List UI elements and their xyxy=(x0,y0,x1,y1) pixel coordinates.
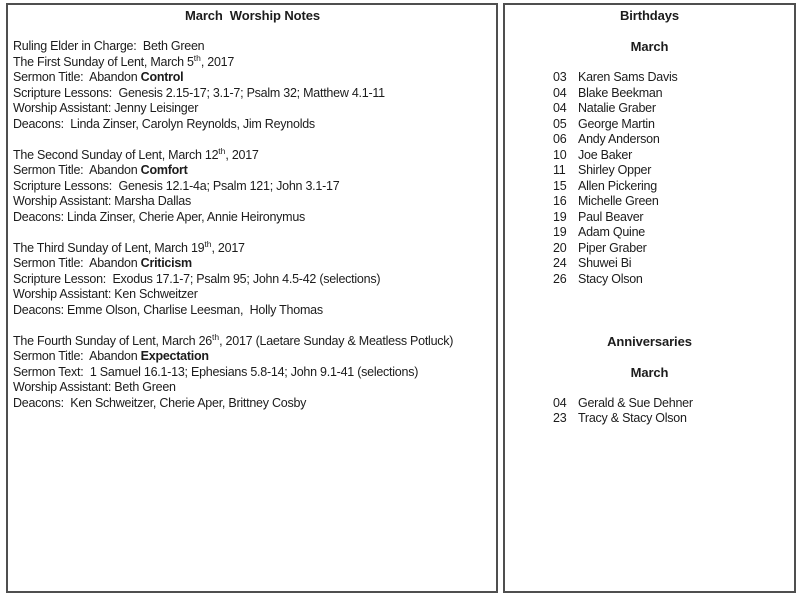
birthday-name: Joe Baker xyxy=(578,147,633,162)
anniversaries-month-heading: March xyxy=(630,364,669,380)
blank-line xyxy=(13,318,492,334)
birthday-row xyxy=(505,225,794,241)
birthday-day: 06 xyxy=(553,132,567,146)
birthday-row xyxy=(505,70,794,86)
blank-line xyxy=(505,24,794,40)
service-4-assistant-line: Worship Assistant: Beth Green xyxy=(13,380,176,394)
birthday-row xyxy=(505,210,794,226)
service-2-date-line xyxy=(13,148,492,164)
sermon-title-label: Sermon Title: Abandon xyxy=(13,70,141,84)
birthday-row xyxy=(505,132,794,148)
service-3-assistant-line: Worship Assistant: Ken Schweitzer xyxy=(13,287,198,301)
anniversary-names: Tracy & Stacy Olson xyxy=(578,411,687,425)
birthday-name: Allen Pickering xyxy=(578,178,657,193)
birthday-day: 19 xyxy=(553,225,567,239)
sermon-title-emphasis: Criticism xyxy=(140,256,192,270)
worship-notes-panel xyxy=(6,3,498,593)
service-2-assistant-line: Worship Assistant: Marsha Dallas xyxy=(13,194,191,208)
date-ordinal-suffix: th xyxy=(204,239,212,249)
birthday-name: Stacy Olson xyxy=(578,271,643,286)
service-4-deacons-line: Deacons: Ken Schweitzer, Cherie Aper, Brittney Cosby xyxy=(13,395,307,410)
birthday-name: Natalie Graber xyxy=(578,101,656,115)
sermon-title-label: Sermon Title: Abandon xyxy=(13,349,141,363)
birthday-day: 24 xyxy=(553,256,567,270)
birthday-name: Shuwei Bi xyxy=(578,256,632,270)
anniversary-names: Gerald & Sue Dehner xyxy=(578,395,693,410)
birthday-day: 16 xyxy=(553,194,567,208)
birthday-name: Karen Sams Davis xyxy=(578,70,678,84)
birthday-row xyxy=(505,86,794,102)
sermon-title-emphasis: Expectation xyxy=(140,349,209,363)
birthday-row xyxy=(505,148,794,164)
date-text: The Third Sunday of Lent, March 19 xyxy=(13,240,205,255)
anniversary-day: 04 xyxy=(553,395,567,410)
service-2-scripture-line: Scripture Lessons: Genesis 12.1-4a; Psalm 121; John 3.1-17 xyxy=(13,178,340,193)
date-text: The Fourth Sunday of Lent, March 26 xyxy=(13,333,213,348)
anniversary-row xyxy=(505,411,794,427)
birthday-name: Blake Beekman xyxy=(578,85,663,100)
service-3-sermon-title-line xyxy=(13,256,492,272)
worship-notes-title: March Worship Notes xyxy=(184,8,320,23)
service-3-scripture-line: Scripture Lesson: Exodus 17.1-7; Psalm 95; John 4.5-42 (selections) xyxy=(13,271,381,286)
blank-line xyxy=(505,349,794,365)
birthday-row xyxy=(505,163,794,179)
birthday-name: Adam Quine xyxy=(578,225,645,239)
birthday-day: 20 xyxy=(553,240,567,255)
birthday-row xyxy=(505,194,794,210)
sermon-title-emphasis: Control xyxy=(140,70,184,84)
service-3-date-line xyxy=(13,241,492,257)
date-year-text: , 2017 xyxy=(211,240,245,255)
ruling-elder-line: Ruling Elder in Charge: Beth Green xyxy=(13,39,205,53)
date-ordinal-suffix: th xyxy=(193,53,201,63)
birthday-name: Shirley Opper xyxy=(578,163,652,177)
date-year-text: , 2017 xyxy=(200,54,235,69)
birthdays-month-heading: March xyxy=(630,39,669,54)
service-1-assistant-line: Worship Assistant: Jenny Leisinger xyxy=(13,101,199,115)
birthday-day: 11 xyxy=(553,163,566,177)
date-ordinal-suffix: th xyxy=(218,146,226,156)
birthday-day: 04 xyxy=(553,85,567,100)
service-4-sermon-title-line xyxy=(13,349,492,365)
birthday-name: Andy Anderson xyxy=(578,132,660,146)
service-1-scripture-line: Scripture Lessons: Genesis 2.15-17; 3.1-7; Psalm 32; Matthew 4.1-11 xyxy=(13,85,385,100)
service-2-deacons-line: Deacons: Linda Zinser, Cherie Aper, Annie Heironymus xyxy=(13,209,306,224)
blank-line xyxy=(13,132,492,148)
birthday-day: 04 xyxy=(553,101,567,115)
blank-line xyxy=(505,55,794,71)
birthday-day: 10 xyxy=(553,147,567,162)
date-year-text: , 2017 (Laetare Sunday & Meatless Potluck) xyxy=(219,333,454,348)
service-4-scripture-line: Sermon Text: 1 Samuel 16.1-13; Ephesians 5.8-14; John 9.1-41 (selections) xyxy=(13,364,419,379)
birthday-name: Piper Graber xyxy=(578,240,647,255)
birthday-day: 15 xyxy=(553,178,567,193)
birthday-row xyxy=(505,101,794,117)
date-ordinal-suffix: th xyxy=(212,332,220,342)
service-1-date-line xyxy=(13,55,492,71)
date-text: The Second Sunday of Lent, March 12 xyxy=(13,147,219,162)
birthday-row xyxy=(505,256,794,272)
birthday-row xyxy=(505,179,794,195)
service-2-sermon-title-line xyxy=(13,163,492,179)
service-1-sermon-title-line xyxy=(13,70,492,86)
anniversary-row xyxy=(505,396,794,412)
service-1-deacons-line: Deacons: Linda Zinser, Carolyn Reynolds, Jim Reynolds xyxy=(13,116,315,131)
birthday-row xyxy=(505,241,794,257)
blank-line xyxy=(13,225,492,241)
blank-line xyxy=(505,380,794,396)
birthdays-anniversaries-panel xyxy=(503,3,796,593)
sermon-title-label: Sermon Title: Abandon xyxy=(13,163,141,177)
sermon-title-emphasis: Comfort xyxy=(140,163,188,177)
birthdays-title: Birthdays xyxy=(619,8,680,23)
birthday-day: 05 xyxy=(553,116,567,131)
blank-line xyxy=(13,24,492,40)
birthday-day: 03 xyxy=(553,70,567,84)
blank-line xyxy=(505,287,794,334)
anniversaries-title: Anniversaries xyxy=(607,333,692,349)
birthday-name: Michelle Green xyxy=(578,194,659,208)
service-4-date-line xyxy=(13,334,492,350)
birthday-day: 19 xyxy=(553,209,567,224)
service-3-deacons-line: Deacons: Emme Olson, Charlise Leesman, Holly Thomas xyxy=(13,302,323,317)
birthday-row xyxy=(505,117,794,133)
birthday-day: 26 xyxy=(553,271,567,286)
birthday-name: George Martin xyxy=(578,116,655,131)
date-year-text: , 2017 xyxy=(225,147,259,162)
birthday-name: Paul Beaver xyxy=(578,209,644,224)
anniversary-day: 23 xyxy=(553,411,567,425)
date-text: The First Sunday of Lent, March 5 xyxy=(13,54,194,69)
sermon-title-label: Sermon Title: Abandon xyxy=(13,256,141,270)
birthday-row xyxy=(505,272,794,288)
